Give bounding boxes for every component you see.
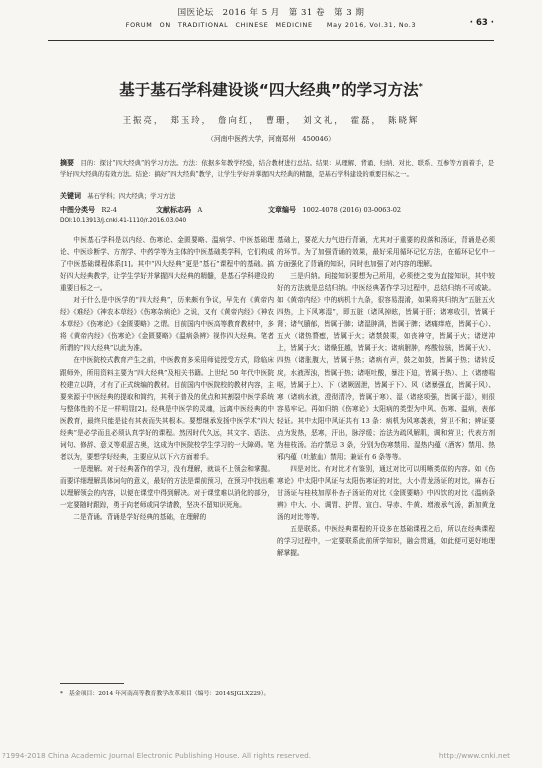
journal-header-cn: 国医论坛 2016 年 5 月 第 31 卷 第 3 期 — [177, 8, 365, 18]
keywords — [60, 191, 494, 202]
body-column-left — [60, 234, 274, 639]
abstract-label: 摘要 — [60, 159, 75, 167]
body-column-right — [277, 234, 495, 734]
body-paragraph: 一是理解。对于经典著作的学习，没有理解，就谈不上领会和掌握。而要详细理解具体词句的意义，最好的方法是课前预习，在预习中找出难以理解领会的内容，以便在课堂中得到解决。对于课堂难以消化的部分，一定要随时跟踪，勇于向老师或同学请教，坚决不留知识死角。 — [60, 464, 274, 510]
keywords-text: 基石学科；四大经典；学习方法 — [87, 193, 176, 200]
body-paragraph: 在中医院校式教育产生之前，中医教育多采用师徒授受方式，除临床跟师外，所用资料主要为“四大经典”及相关书籍。上世纪 50 年代中医院校建立以降，才有了正式统编的教材。目前国内中医院校的教材内容，主要来源于中医经典的提取和简约，其利于普及的优点和其割裂中医学系统与整体性的不足一样明显[2]。经典是中医学的灵魂，远离中医经典的中医教育，最终只能是徒有其表而失其根本。要想继承发扬中医学术“四大经典”是必学而且必须认真学好的课程。然因时代久远，其文字、语法、词句、修辞、意义等艰涩古奥，这成为中医院校学生学习的一大障碍。笔者以为，要想学好经典，主要应从以下六方面着手。 — [60, 356, 274, 461]
body-paragraph: 基础上，要花大力气进行背诵，尤其对于重要的段落和汤证，背诵是必须的环节。为了加强背诵的效果，最好采用循环记忆方法，在循环记忆中一方面强化了背诵的知识，同时也加强了对内容的理解。 — [277, 236, 495, 269]
affiliation: （河南中医药大学，河南郑州 450046） — [207, 135, 335, 143]
footnote-rule — [60, 683, 124, 684]
doi: DOI:10.13913/j.cnki.41-1110/r.2016.03.040 — [60, 218, 187, 224]
document-code — [156, 204, 202, 216]
body-paragraph: 对于什么是中医学的“四大经典”，历来颇有争议，早先有《黄帝内经》《难经》《神农本草经》《伤寒杂病论》之说，又有《黄帝内经》《神农本草经》《伤寒论》《金匮要略》之谓。目前国内中医高等教育教材中，多将《黄帝内经》《伤寒论》《金匮要略》《温病条辨》视作四大经典。笔者所谓的“四大经典”以此为准。 — [60, 296, 274, 353]
clc-code — [60, 204, 117, 216]
keywords-label: 关键词 — [60, 192, 81, 200]
doc-label: 文献标志码 — [156, 206, 191, 214]
article-title — [0, 78, 542, 100]
footnote-text: 基金项目：2014 年河南高等教育教学改革项目（编号：2014SJGLX229）。 — [68, 691, 270, 697]
classification-row — [60, 204, 494, 216]
body-paragraph: 中医基石学科是以内经、伤寒论、金匮要略、温病学、中医基础理论、中医诊断学、方剂学、中药学等为主体的中医基础类学科，它们构成了中医基础课程体系[1]。其中“四大经典”更是“基石”课程中的基础。搞好四大经典教学，让学生学好并掌握四大经典的精髓，是基石学科建设的重要目标之一。 — [60, 236, 274, 293]
article-title-text: 基于基石学科建设谈“四大经典”的学习方法 — [119, 81, 419, 99]
body-paragraph: 五是联系。中医经典课程的开设多在基础课程之后，所以在经典课程的学习过程中，一定要联系此前所学知识，融会贯通，如此便可更好地理解掌握。 — [277, 525, 495, 558]
art-value: 1002-4078 (2016) 03-0063-02 — [302, 206, 402, 214]
doc-value: A — [197, 206, 203, 214]
abstract — [60, 158, 494, 181]
title-footnote-mark: * — [418, 81, 423, 91]
clc-label: 中图分类号 — [60, 206, 95, 214]
copyright-text: ?1994-2018 China Academic Journal Electronic Publishing House. All rights reserved. — [2, 751, 312, 760]
body-paragraph: 二是背诵。背诵是学好经典的基础，在理解的 — [73, 513, 207, 522]
author-list: 王振亮， 郑玉玲， 詹向红， 曹珊， 刘文礼， 霍磊， 陈晓辉 — [122, 115, 420, 125]
running-header — [48, 4, 494, 41]
article-number — [268, 204, 401, 216]
journal-header-en: FORUM ON TRADITIONAL CHINESE MEDICINE May 2016, Vol.31, No.3 — [125, 21, 417, 29]
page-number: · 63 · — [469, 18, 494, 28]
footnote — [60, 689, 274, 699]
clc-value: R2-4 — [101, 206, 117, 214]
abstract-text: 目的：探讨“四大经典”的学习方法。方法：依据多年教学经验，结合教材进行总结。结果：从理解、背诵、归纳、对比、联系、互参等方面着手，是学好四大经典的有效方法。结论：搞好“四大经典”教学，让学生学好并掌握四大经典的精髓，是基石学科建设的重要目标之一。 — [60, 160, 494, 178]
art-label: 文章编号 — [268, 206, 296, 214]
body-paragraph: 四是对比。有对比才有鉴别，通过对比可以明晰类似的内容。如《伤寒论》中太阳中风证与太阳伤寒证的对比，大小青龙汤证的对比，麻杏石甘汤证与桂枝加厚朴杏子汤证的对比《金匮要略》中四饮的对比《温病条辨》中大、小、调胃、护胃、宣白、导赤、牛黄、增液承气汤，新加黄龙汤的对比等等。 — [277, 464, 495, 522]
copyright-footer — [2, 751, 540, 760]
footnote-mark: * — [60, 691, 63, 697]
body-paragraph: 三是归纳。间接知识要想为己所用，必须使之变为直接知识，其中较好的方法就是总结归纳。中医经典著作学习过程中，总结归纳不可或缺。如《黄帝内经》中的病机十九条，很容易混淆，如果将其归纳为“五脏五火四热，上下风寒湿”，即五脏（诸风掉眩，皆属于肝；诸寒收引，皆属于肾；诸气膹郁，皆属于肺；诸湿肿满，皆属于脾；诸痛痒疮，皆属于心）、五火（诸热瞀瘛，皆属于火；诸禁鼓栗，如丧神守，皆属于火；诸逆冲上，皆属于火；诸燥狂越，皆属于火；诸病胕肿，疼酸惊骇，皆属于火）、四热（诸胀腹大，皆属于热；诸病有声，鼓之如鼓，皆属于热；诸转反戾，水液浑浊，皆属于热；诸呕吐酸，暴注下迫，皆属于热）、上（诸痿喘呕，皆属于上）、下（诸厥固泄，皆属于下）、风（诸暴强直，皆属于风）、寒（诸病水液，澄彻清冷，皆属于寒）、湿（诸痉项强，皆属于湿），则很容易牢记。再如归纳《伤寒论》太阳病的类型为中风、伤寒、温病，表郁轻证。其中太阳中风证共有 13 条：病机为风寒袭表，营卫不和；辨证要点为发热，恶寒，汗出，脉浮缓；治法为疏风解肌，调和营卫；代表方剂为桂枝汤。治疗禁忌 3 条，分别为伤寒禁用、湿热内蕴（酒客）禁用、热邪内蕴（吐脓血）禁用；兼证有 6 条等等。 — [277, 272, 495, 461]
cnki-link[interactable]: http://www.cnki.net — [438, 751, 510, 760]
